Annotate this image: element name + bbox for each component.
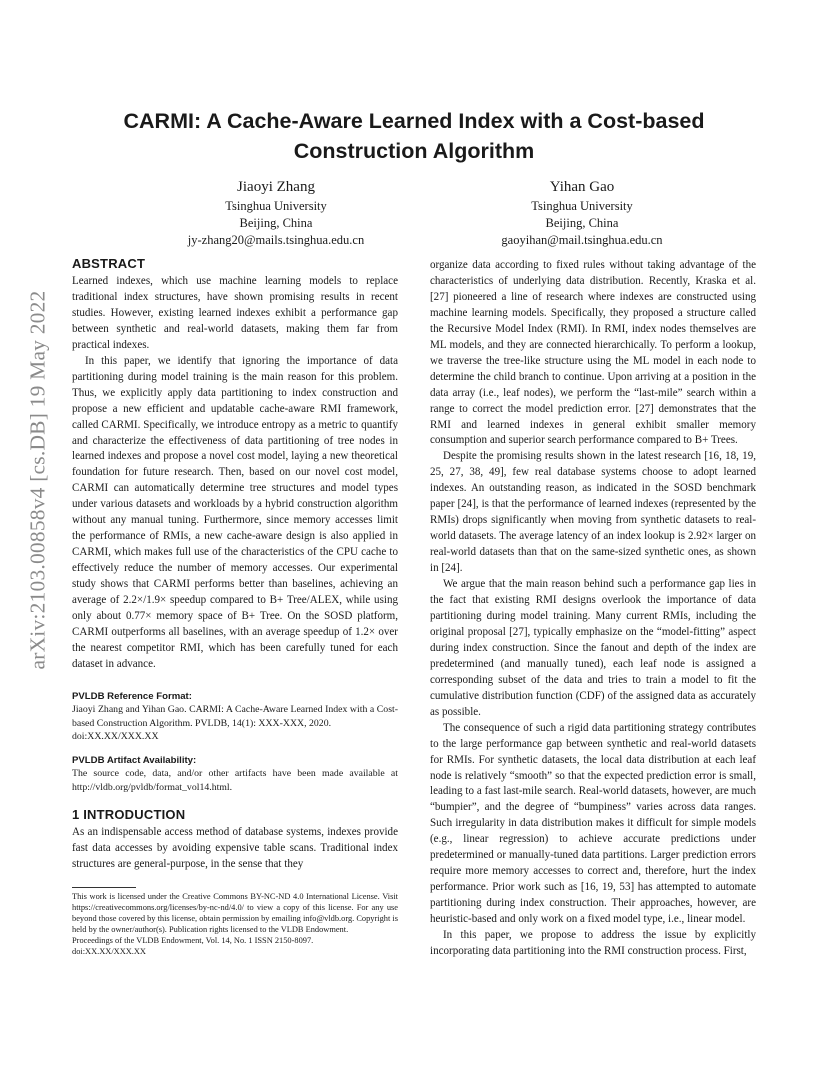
introduction-paragraph-3: We argue that the main reason behind such a performance gap lies in the fact that existing RMI designs overlook the importance of data partitioning during model training. Many current RMIs, including the original proposal [27], typically emphasize on the “model-fitting” aspect during index construction. Since the fanout and depth of the index are predetermined (and manually tuned), each leaf node is assigned a corresponding subset of the data and tries to train a model to fit the cumulative distribution function (CDF) of the assigned data as accurately as possible. bbox=[430, 578, 756, 718]
left-column bbox=[72, 256, 398, 957]
author-name: Jiaoyi Zhang bbox=[237, 179, 315, 195]
title-line-1: CARMI: A Cache-Aware Learned Index with a Cost-based bbox=[123, 109, 705, 133]
reference-format-text: Jiaoyi Zhang and Yihan Gao. CARMI: A Cache-Aware Learned Index with a Cost-based Construction Algorithm. PVLDB, 14(1): XXX-XXX, 2020. bbox=[72, 703, 398, 729]
reference-format-doi: doi:XX.XX/XXX.XX bbox=[72, 731, 159, 743]
author-block-1 bbox=[106, 177, 446, 249]
abstract-paragraph-1: Learned indexes, which use machine learning models to replace traditional index structures, have shown promising results in recent studies. However, existing learned indexes exhibit a performance gap between synthetic and real-world datasets, making them far from practical indexes. bbox=[72, 275, 398, 351]
author-location: Beijing, China bbox=[545, 216, 619, 230]
introduction-paragraph-1: As an indispensable access method of database systems, indexes provide fast data accesses by avoiding expensive table scans. Traditional index structures are general-purpose, in the sense that they bbox=[72, 826, 398, 871]
author-email: gaoyihan@mail.tsinghua.edu.cn bbox=[501, 233, 663, 247]
abstract-paragraph-2: In this paper, we identify that ignoring the importance of data partitioning during model training is the main reason for this problem. Thus, we explicitly apply data partitioning to index construction and propose a new efficient and updatable cache-aware RMI framework, called CARMI. Specifically, we introduce entropy as a metric to quantify and characterize the effectiveness of data partitioning of tree nodes in learned indexes and propose a novel cost model, laying a new theoretical foundation for future research. Then, based on our novel cost model, CARMI can automatically determine tree structures and model types under various datasets and workloads by a hybrid construction algorithm without any manual tuning. Furthermore, since memory accesses limit the performance of RMIs, a new cache-aware design is also applied in CARMI, which makes full use of the characteristics of the CPU cache to effectively reduce the number of memory accesses. Our experimental study shows that CARMI performs better than baselines, achieving an average of 2.2×/1.9× speedup compared to B+ Tree/ALEX, while using only about 0.77× memory space of B+ Tree. On the SOSD platform, CARMI outperforms all baselines, with an average speedup of 1.2× over the nearest competitor RMI, which has been carefully tuned for each dataset in advance. bbox=[72, 354, 398, 670]
paper-title bbox=[90, 106, 738, 166]
introduction-paragraph-2: Despite the promising results shown in the latest research [16, 18, 19, 25, 27, 38, 49], few real database systems choose to adopt learned indexes. An outstanding reason, as indicated in the SOSD benchmark paper [24], is that the performance of learned indexes (represented by the RMIs) drops significantly when moving from synthetic datasets to real-world datasets. The average latency of an index lookup is 2.92× larger on real-world datasets than that on the same-sized synthetic ones, as shown in [24]. bbox=[430, 450, 756, 575]
author-location: Beijing, China bbox=[239, 216, 313, 230]
introduction-paragraph-4: The consequence of such a rigid data partitioning strategy contributes to the large performance gap between synthetic and real-world datasets for RMIs. For synthetic datasets, the local data distribution at each leaf node is relatively “smooth” so that the expected prediction error is small, leading to a fast last-mile search. Real-world datasets, however, are much “bumpier”, and the degree of “bumpiness” varies across data ranges. Such irregularity in data distribution makes it difficult for simple models (e.g., linear regression) to achieve accurate predictions under predetermined or manually-tuned data partitions. Larger prediction errors require more memory accesses to correct and, therefore, hurt the index performance. Prior work such as [16, 19, 53] has attempted to automate partitioning during index construction. Their approaches, however, are heuristic-based and only work on a fixed model type, i.e., linear model. bbox=[430, 721, 756, 926]
footnote-license: This work is licensed under the Creative Commons BY-NC-ND 4.0 International License. Visit https://creativecommons.org/licenses/by-nc-nd/4.0/ to view a copy of this license. For any use beyond those covered by this license, obtain permission by emailing info@vldb.org. Copyright is held by the owner/author(s). Publication rights licensed to the VLDB Endowment. bbox=[72, 892, 398, 935]
author-name: Yihan Gao bbox=[549, 179, 615, 195]
author-block-2 bbox=[412, 177, 752, 249]
introduction-heading: 1 INTRODUCTION bbox=[72, 807, 186, 823]
title-line-2: Construction Algorithm bbox=[293, 139, 535, 163]
author-email: jy-zhang20@mails.tsinghua.edu.cn bbox=[187, 233, 365, 247]
author-affiliation: Tsinghua University bbox=[531, 199, 633, 213]
introduction-paragraph-1-continued: organize data according to fixed rules without taking advantage of the characteristics of underlying data distribution. Recently, Kraska et al. [27] pioneered a line of research where indexes are constructed using machine learning models. Specifically, they proposed a structure called the Recursive Model Index (RMI). In RMI, index nodes themselves are ML models, and they are connected hierarchically. To perform a lookup, we traverse the tree-like structure using the ML model in each node to determine the child branch to continue. Upon arriving at a position in the data array (i.e., leaf nodes), we perform the “last-mile” search within a range to correct the model prediction error. [27] demonstrates that the RMI and learned indexes in general exhibit smaller memory consumption and superior search performance compared to B+ Trees. bbox=[430, 259, 756, 447]
introduction-paragraph-5: In this paper, we propose to address the issue by explicitly incorporating data partitioning into the RMI construction process. First, bbox=[430, 929, 756, 957]
arxiv-identifier: arXiv:2103.00858v4 [cs.DB] 19 May 2022 bbox=[25, 290, 50, 670]
footnote-rule bbox=[72, 887, 136, 888]
reference-format-heading: PVLDB Reference Format: bbox=[72, 690, 192, 702]
arxiv-sidebar-stamp bbox=[20, 270, 56, 690]
abstract-heading: ABSTRACT bbox=[72, 256, 146, 271]
footnote-doi: doi:XX.XX/XXX.XX bbox=[72, 947, 146, 957]
footnote-proceedings: Proceedings of the VLDB Endowment, Vol. 14, No. 1 ISSN 2150-8097. bbox=[72, 936, 314, 946]
artifact-heading: PVLDB Artifact Availability: bbox=[72, 754, 197, 766]
author-affiliation: Tsinghua University bbox=[225, 199, 327, 213]
right-column bbox=[430, 258, 756, 960]
artifact-text: The source code, data, and/or other artifacts have been made available at http://vldb.org/pvldb/format_vol14.html. bbox=[72, 767, 398, 793]
